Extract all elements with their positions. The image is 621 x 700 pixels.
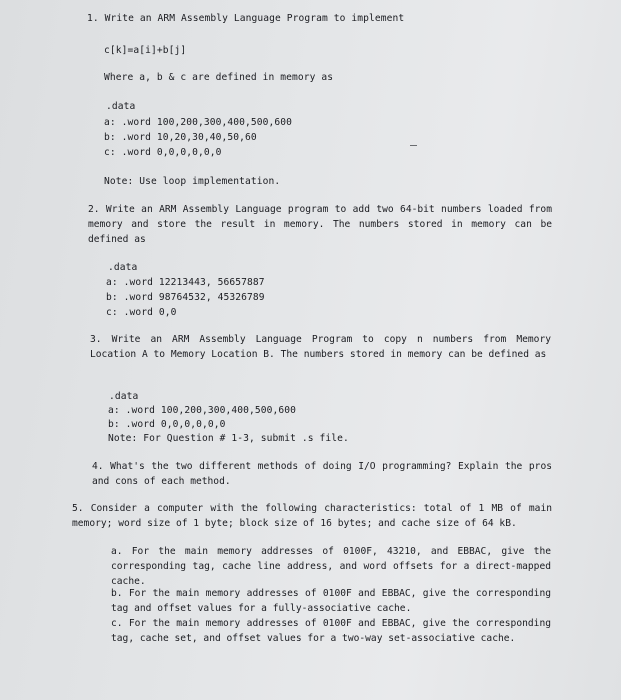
q1-line-a: a: .word 100,200,300,400,500,600 (104, 117, 293, 128)
q5-text: 5. Consider a computer with the following characteristics: total of 1 MB of main memory; word size of 1 byte; block size of 16 bytes; and cache size of 64 kB. (72, 503, 552, 529)
q1-intro: Where a, b & c are defined in memory as (104, 72, 334, 83)
q1-note: Note: Use loop implementation. (104, 176, 281, 187)
q1-data-label: .data (106, 101, 136, 112)
q2-line-a: a: .word 12213443, 56657887 (106, 277, 265, 288)
q2-text: 2. Write an ARM Assembly Language program to add two 64-bit numbers loaded from memory and store the result in memory. The numbers stored in memory can be defined as (88, 204, 552, 245)
q1-line-b: b: .word 10,20,30,40,50,60 (104, 132, 257, 143)
q1-line-c: c: .word 0,0,0,0,0,0 (104, 147, 222, 158)
q4-text: 4. What's the two different methods of doing I/O programming? Explain the pros and cons of each method. (92, 461, 552, 487)
q5-part-b: b. For the main memory addresses of 0100F and EBBAC, give the corresponding tag and offset values for a fully-associative cache. (111, 588, 551, 614)
q3-line-b: b: .word 0,0,0,0,0,0 (108, 419, 226, 430)
q3-line-a: a: .word 100,200,300,400,500,600 (108, 405, 297, 416)
stray-mark (410, 145, 417, 146)
q1-formula: c[k]=a[i]+b[j] (104, 45, 187, 56)
q5-part-a: a. For the main memory addresses of 0100F, 43210, and EBBAC, give the corresponding tag, cache line address, and word offsets for a direct-mapped cache. (111, 546, 551, 587)
q3-data-label: .data (109, 391, 139, 402)
q1-title: 1. Write an ARM Assembly Language Program to implement (87, 13, 405, 24)
q3-note: Note: For Question # 1-3, submit .s file. (108, 433, 349, 444)
q2-line-c: c: .word 0,0 (106, 307, 177, 318)
q2-data-label: .data (108, 262, 138, 273)
q2-line-b: b: .word 98764532, 45326789 (106, 292, 265, 303)
q5-part-c: c. For the main memory addresses of 0100F and EBBAC, give the corresponding tag, cache set, and offset values for a two-way set-associative cache. (111, 618, 551, 644)
q3-text: 3. Write an ARM Assembly Language Program to copy n numbers from Memory Location A to Memory Location B. The numbers stored in memory can be defined as (90, 334, 551, 360)
